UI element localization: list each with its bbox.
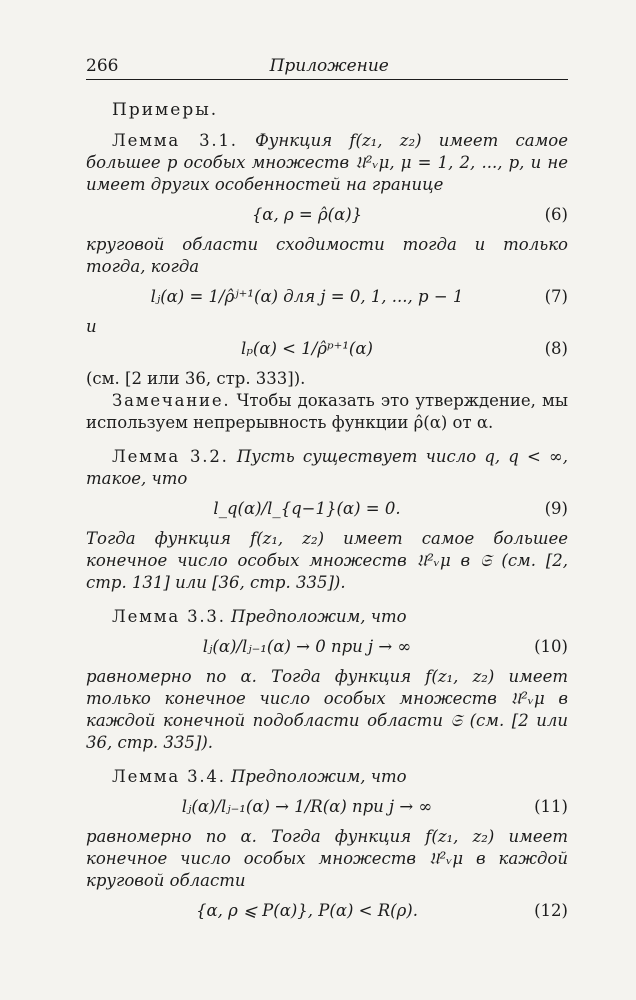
lemma-3-3-label: Лемма 3.3.	[112, 607, 226, 626]
header-title: Приложение	[269, 56, 389, 76]
remark	[86, 390, 568, 434]
lemma-3-1	[86, 130, 568, 196]
formula-8-expr: lₚ(α) < 1/ρ̂ᵖ⁺¹(α)	[241, 339, 373, 358]
formula-10-number: (10)	[534, 637, 568, 656]
lemma-3-4-label: Лемма 3.4.	[112, 767, 226, 786]
lemma-3-4-text-2: равномерно по α. Тогда функция f(z₁, z₂) имеет конечное число особых множеств 𝔘²ᵥμ в каждой круговой области	[86, 827, 568, 890]
formula-12-number: (12)	[534, 901, 568, 920]
lemma-3-4	[86, 766, 568, 788]
formula-12	[86, 900, 568, 922]
and-word-line	[86, 316, 568, 338]
formula-11-number: (11)	[534, 797, 568, 816]
formula-9-expr: l_q(α)/l_{q−1}(α) = 0.	[213, 499, 401, 518]
formula-10-expr: lⱼ(α)/lⱼ₋₁(α) → 0 при j → ∞	[202, 637, 412, 656]
formula-7-number: (7)	[544, 287, 568, 306]
section-title: Примеры.	[112, 100, 219, 120]
lemma-3-2-continued	[86, 528, 568, 594]
formula-8-number: (8)	[544, 339, 568, 358]
lemma-3-3-text-2: равномерно по α. Тогда функция f(z₁, z₂) имеет только конечное число особых множеств 𝔘²ᵥμ в каждой конечной подобласти области 𝔖 (см. [2 или 36, стр. 335]).	[86, 667, 568, 752]
running-header	[86, 56, 568, 80]
lemma-3-1-label: Лемма 3.1.	[112, 131, 238, 150]
formula-6	[86, 204, 568, 226]
lemma-3-1-continued	[86, 234, 568, 278]
lemma-3-2-text: Пусть существует число q, q < ∞, такое, что	[86, 447, 568, 488]
lemma-3-1-text: Функция f(z₁, z₂) имеет самое большее p особых множеств 𝔘²ᵥμ, μ = 1, 2, ..., p, и не имеет других особенностей на границе	[86, 131, 568, 194]
lemma-3-4-continued	[86, 826, 568, 892]
formula-8	[86, 338, 568, 360]
lemma-3-2-label: Лемма 3.2.	[112, 447, 229, 466]
formula-11-expr: lⱼ(α)/lⱼ₋₁(α) → 1/R(α) при j → ∞	[181, 797, 433, 816]
and-word: и	[86, 317, 97, 336]
lemma-3-2	[86, 446, 568, 490]
formula-9	[86, 498, 568, 520]
formula-10	[86, 636, 568, 658]
lemma-3-3	[86, 606, 568, 628]
formula-9-number: (9)	[544, 499, 568, 518]
formula-7	[86, 286, 568, 308]
formula-11	[86, 796, 568, 818]
formula-6-expr: {α, ρ = ρ̂(α)}	[251, 205, 363, 224]
lemma-3-1-reference: (см. [2 или 36, стр. 333]).	[86, 369, 306, 388]
lemma-3-2-text-2: Тогда функция f(z₁, z₂) имеет самое большее конечное число особых множеств 𝔘²ᵥμ в 𝔖 (см. [2, стр. 131] или [36, стр. 335]).	[86, 529, 568, 592]
lemma-3-1-text-2: круговой области сходимости тогда и только тогда, когда	[86, 235, 568, 276]
document-page	[86, 56, 568, 930]
remark-label: Замечание.	[112, 391, 231, 410]
remark-text: Чтобы доказать это утверждение, мы используем непрерывность функции ρ̂(α) от α.	[86, 391, 568, 432]
lemma-3-3-text: Предположим, что	[231, 607, 407, 626]
lemma-3-3-continued	[86, 666, 568, 754]
lemma-3-4-text: Предположим, что	[231, 767, 407, 786]
formula-7-expr: lⱼ(α) = 1/ρ̂ʲ⁺¹(α) для j = 0, 1, ..., p − 1	[150, 287, 464, 306]
formula-12-expr: {α, ρ ⩽ P(α)}, P(α) < R(ρ).	[196, 901, 418, 920]
formula-6-number: (6)	[544, 205, 568, 224]
page-number: 266	[86, 56, 119, 76]
